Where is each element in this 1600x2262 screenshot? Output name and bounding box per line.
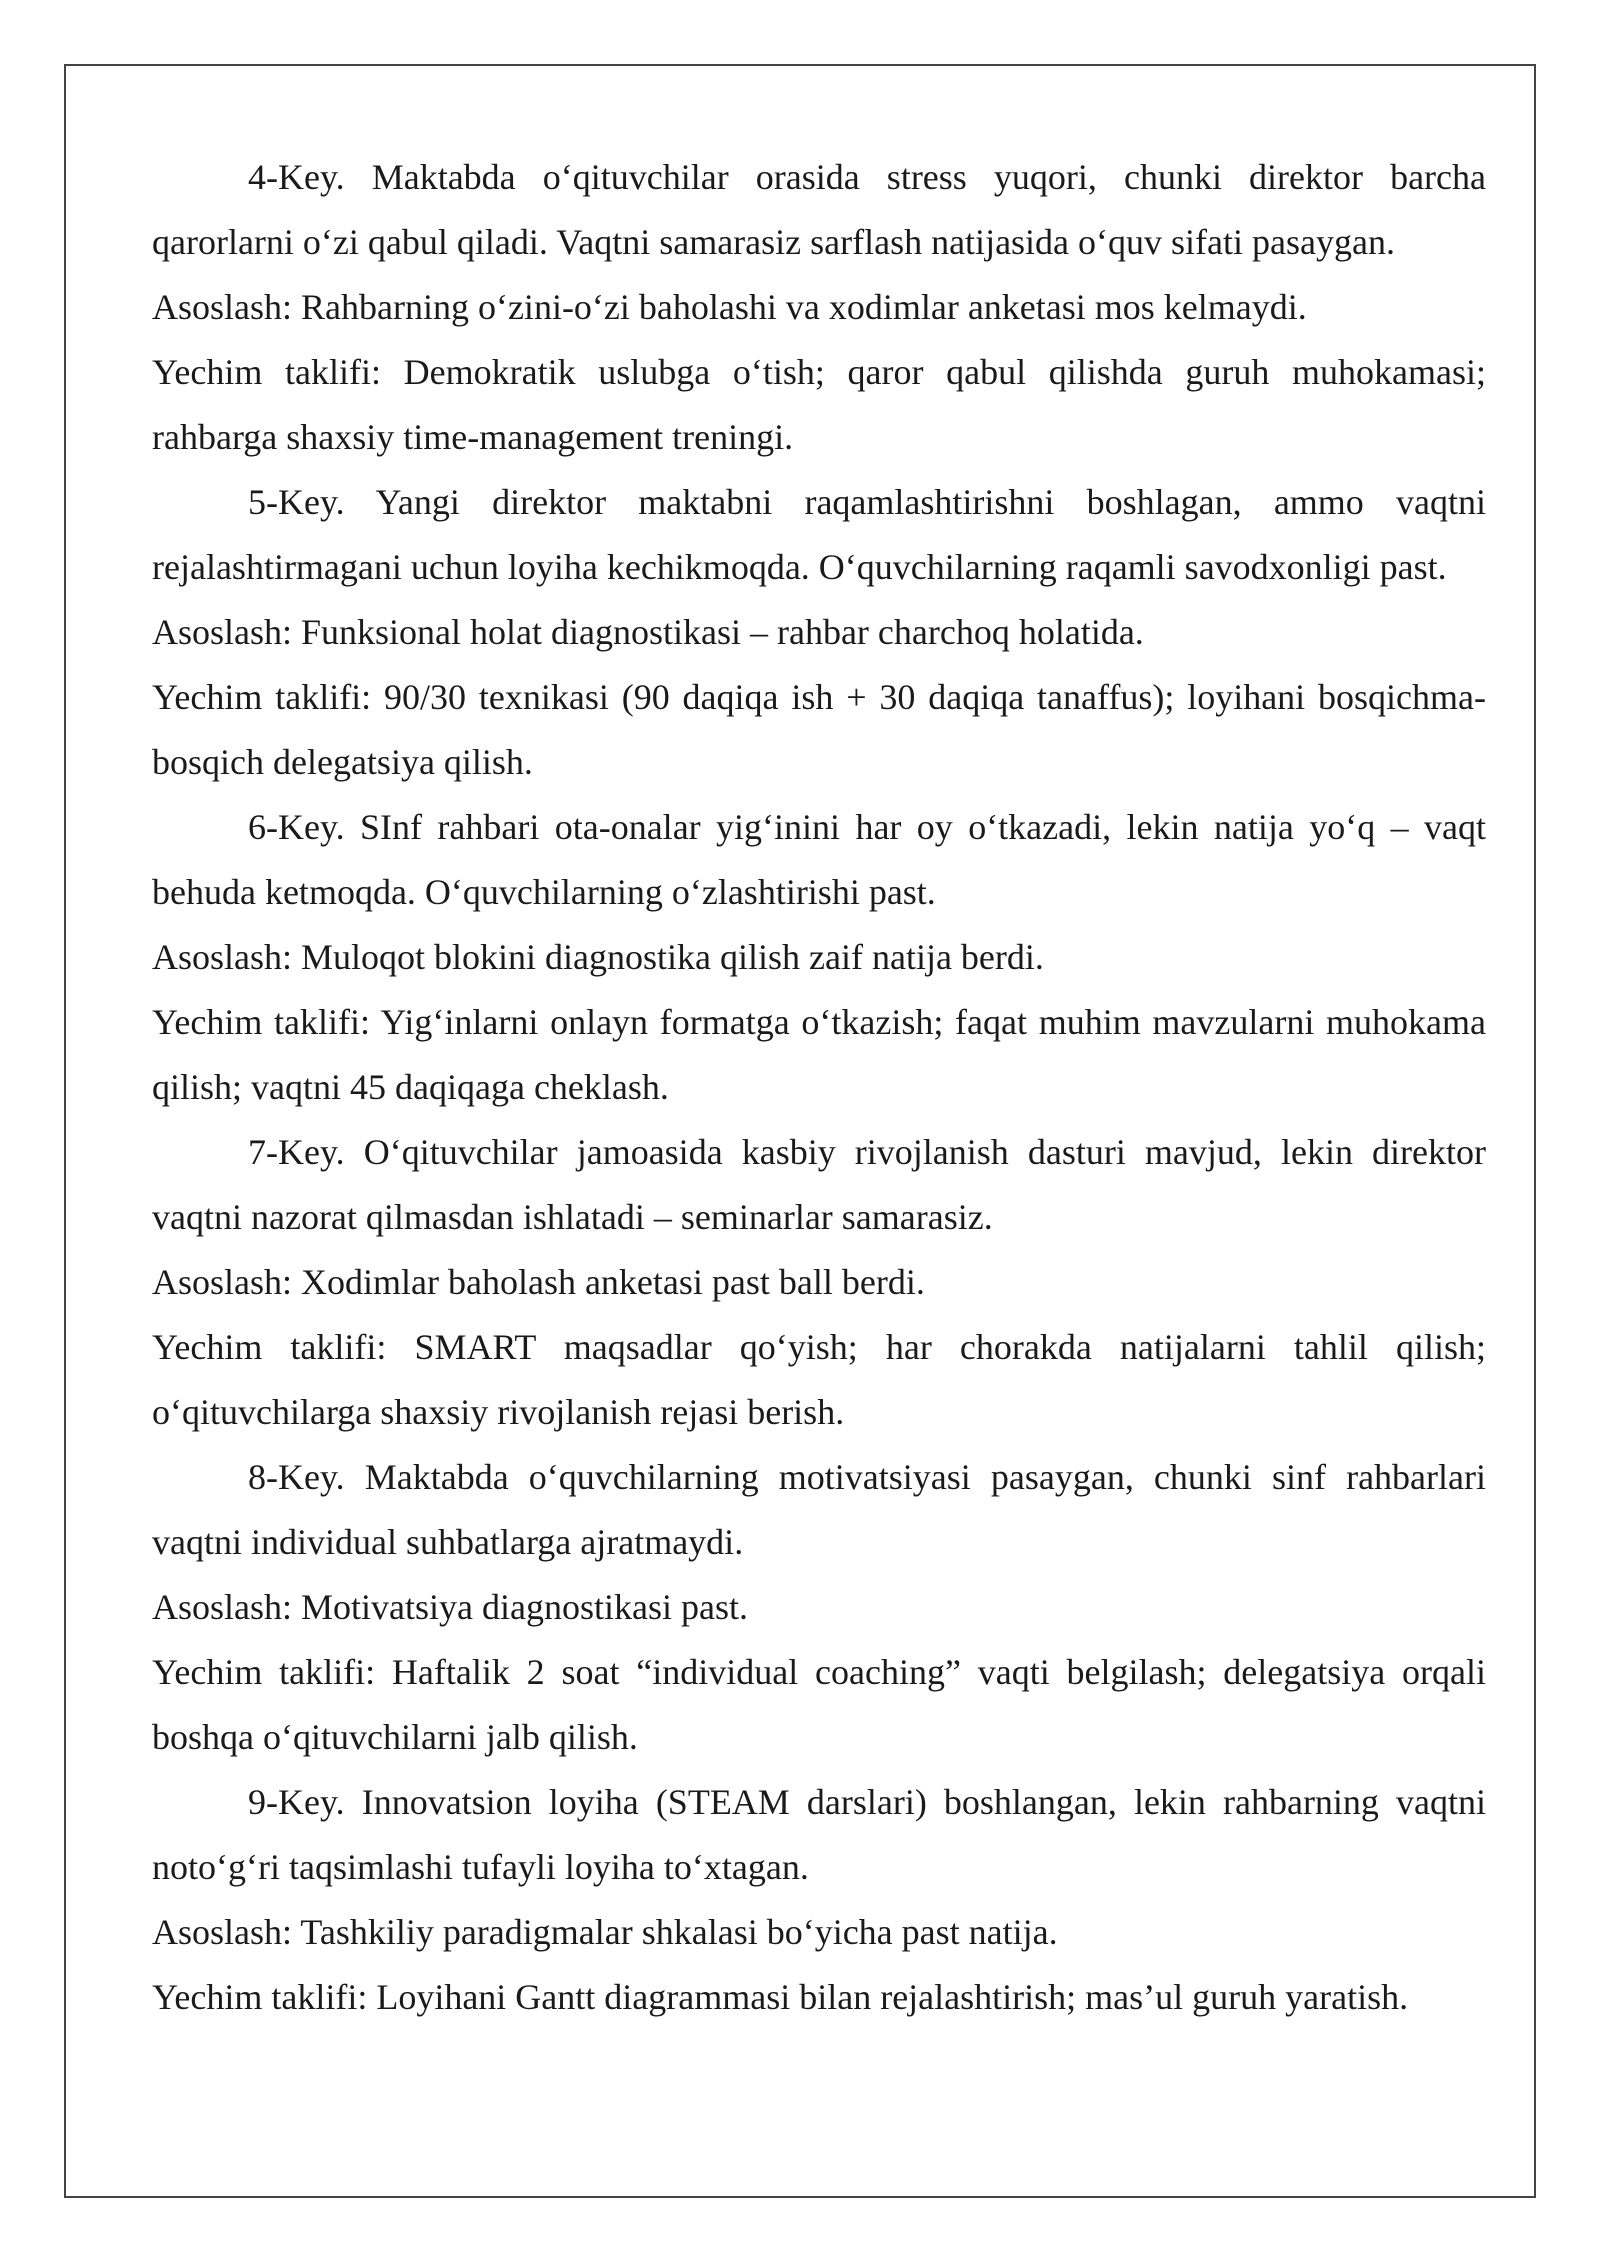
case-6 [152, 795, 1486, 1120]
case-statement: 7-Key. O‘qituvchilar jamoasida kasbiy rivojlanish dasturi mavjud, lekin direktor vaqtni nazorat qilmasdan ishlatadi – seminarlar samarasiz. [152, 1132, 1486, 1237]
case-statement: 5-Key. Yangi direktor maktabni raqamlashtirishni boshlagan, ammo vaqtni rejalashtirmagani uchun loyiha kechikmoqda. O‘quvchilarning raqamli savodxonligi past. [152, 482, 1486, 587]
case-solution: Yechim taklifi: SMART maqsadlar qo‘yish; har chorakda natijalarni tahlil qilish; o‘qituvchilarga shaxsiy rivojlanish rejasi berish. [152, 1327, 1486, 1432]
case-9 [152, 1770, 1486, 2030]
case-solution: Yechim taklifi: Loyihani Gantt diagrammasi bilan rejalashtirish; mas’ul guruh yaratish. [152, 1977, 1409, 2017]
case-justification: Asoslash: Xodimlar baholash anketasi past ball berdi. [152, 1262, 925, 1302]
case-solution: Yechim taklifi: Haftalik 2 soat “individual coaching” vaqti belgilash; delegatsiya orqali boshqa o‘qituvchilarni jalb qilish. [152, 1652, 1486, 1757]
case-statement: 4-Key. Maktabda o‘qituvchilar orasida stress yuqori, chunki direktor barcha qarorlarni o‘zi qabul qiladi. Vaqtni samarasiz sarflash natijasida o‘quv sifati pasaygan. [152, 157, 1486, 262]
case-justification: Asoslash: Funksional holat diagnostikasi – rahbar charchoq holatida. [152, 612, 1144, 652]
case-4 [152, 145, 1486, 470]
case-statement: 8-Key. Maktabda o‘quvchilarning motivatsiyasi pasaygan, chunki sinf rahbarlari vaqtni individual suhbatlarga ajratmaydi. [152, 1457, 1486, 1562]
case-justification: Asoslash: Rahbarning o‘zini-o‘zi baholashi va xodimlar anketasi mos kelmaydi. [152, 287, 1307, 327]
case-5 [152, 470, 1486, 795]
case-statement: 6-Key. SInf rahbari ota-onalar yig‘inini har oy o‘tkazadi, lekin natija yo‘q – vaqt behuda ketmoqda. O‘quvchilarning o‘zlashtirishi past. [152, 807, 1486, 912]
case-solution: Yechim taklifi: 90/30 texnikasi (90 daqiqa ish + 30 daqiqa tanaffus); loyihani bosqichma-bosqich delegatsiya qilish. [152, 677, 1486, 782]
case-solution: Yechim taklifi: Yig‘inlarni onlayn formatga o‘tkazish; faqat muhim mavzularni muhokama qilish; vaqtni 45 daqiqaga cheklash. [152, 1002, 1486, 1107]
case-justification: Asoslash: Motivatsiya diagnostikasi past. [152, 1587, 748, 1627]
case-8 [152, 1445, 1486, 1770]
document-body [152, 145, 1486, 2030]
case-solution: Yechim taklifi: Demokratik uslubga o‘tish; qaror qabul qilishda guruh muhokamasi; rahbarga shaxsiy time-management treningi. [152, 352, 1486, 457]
case-justification: Asoslash: Tashkiliy paradigmalar shkalasi bo‘yicha past natija. [152, 1912, 1058, 1952]
case-7 [152, 1120, 1486, 1445]
case-statement: 9-Key. Innovatsion loyiha (STEAM darslari) boshlangan, lekin rahbarning vaqtni noto‘g‘ri taqsimlashi tufayli loyiha to‘xtagan. [152, 1782, 1486, 1887]
case-justification: Asoslash: Muloqot blokini diagnostika qilish zaif natija berdi. [152, 937, 1044, 977]
